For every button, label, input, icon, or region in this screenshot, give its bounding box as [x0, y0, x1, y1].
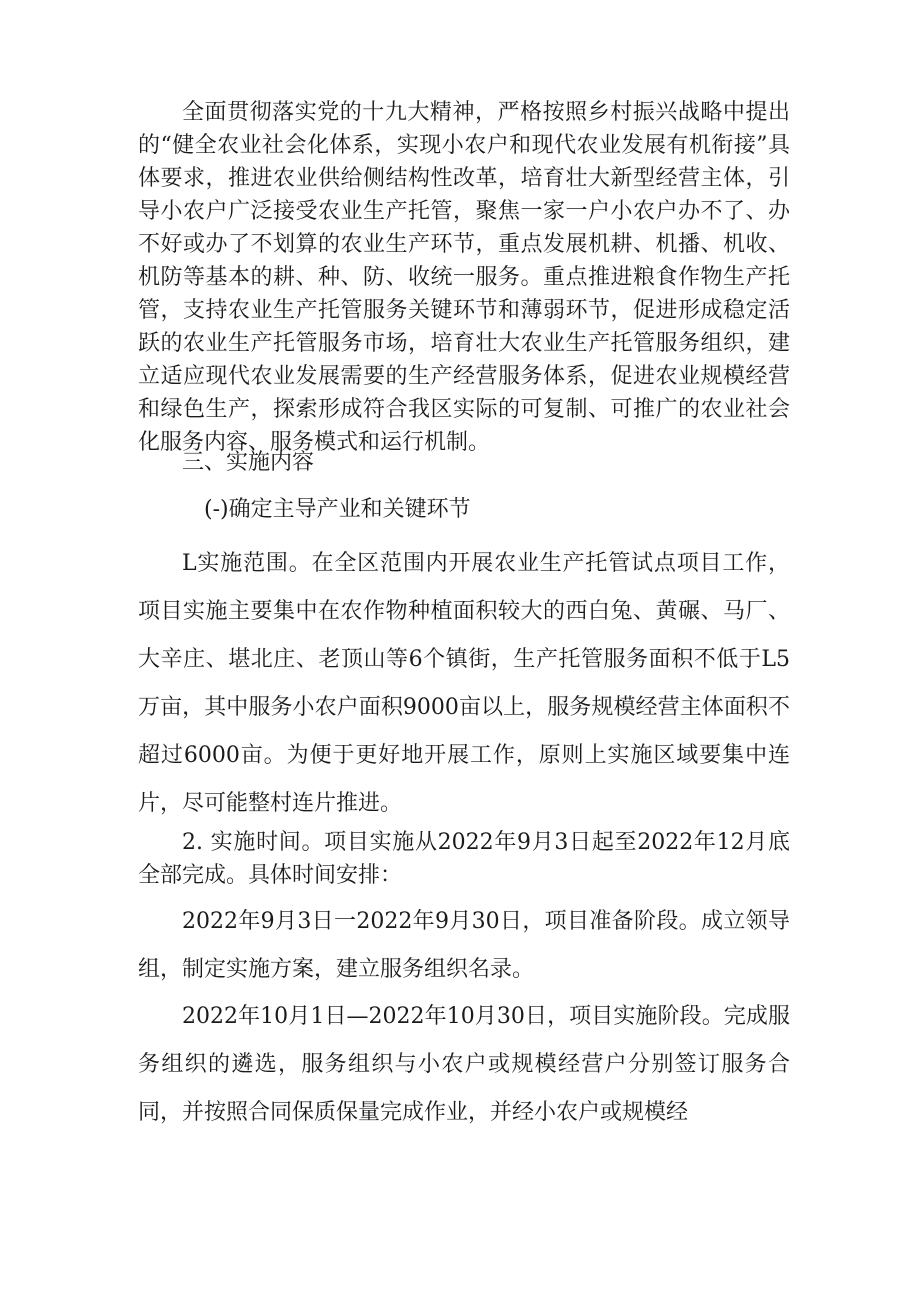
body-paragraph-scope: L实施范围。在全区范围内开展农业生产托管试点项目工作，项目实施主要集中在农作物种植面积较大的西白兔、黄碾、马厂、大辛庄、堪北庄、老顶山等6个镇街，生产托管服务面积不低于L5万亩，其中服务小农户面积9000亩以上，服务规模经营主体面积不超过6000亩。为便于更好地开展工作，原则上实施区域要集中连片，尽可能整村连片推进。 [138, 551, 790, 816]
body-paragraph-guiding-principles: 全面贯彻落实党的十九大精神，严格按照乡村振兴战略中提出的“健全农业社会化体系，实现小农户和现代农业发展有机衔接”具体要求，推进农业供给侧结构性改革，培育壮大新型经营主体，引导小农户广泛接受农业生产托管，聚焦一家一户小农户办不了、办不好或办了不划算的农业生产环节，重点发展机耕、机播、机收、机防等基本的耕、种、防、收统一服务。重点推进粮食作物生产托管，支持农业生产托管服务关键环节和薄弱环节，促进形成稳定活跃的农业生产托管服务市场，培育壮大农业生产托管服务组织，建立适应现代农业发展需要的生产经营服务体系，促进农业规模经营和绿色生产，探索形成符合我区实际的可复制、可推广的农业社会化服务内容、服务模式和运行机制。 [138, 100, 790, 455]
subsection-heading: (-)确定主导产业和关键环节 [204, 497, 471, 522]
body-paragraph-preparation-phase: 2022年9月3日一2022年9月30日，项目准备阶段。成立领导组，制定实施方案，建立服务组织名录。 [138, 909, 790, 982]
body-paragraph-implementation-phase: 2022年10月1日—2022年10月30日，项目实施阶段。完成服务组织的遴选，服务组织与小农户或规模经营户分别签订服务合同，并按照合同保质保量完成作业，并经小农户或规模经 [138, 1004, 790, 1125]
section-heading: 三、实施内容 [182, 450, 315, 475]
body-paragraph-schedule: 2. 实施时间。项目实施从2022年9月3日起至2022年12月底全部完成。具体时间安排： [138, 830, 790, 888]
